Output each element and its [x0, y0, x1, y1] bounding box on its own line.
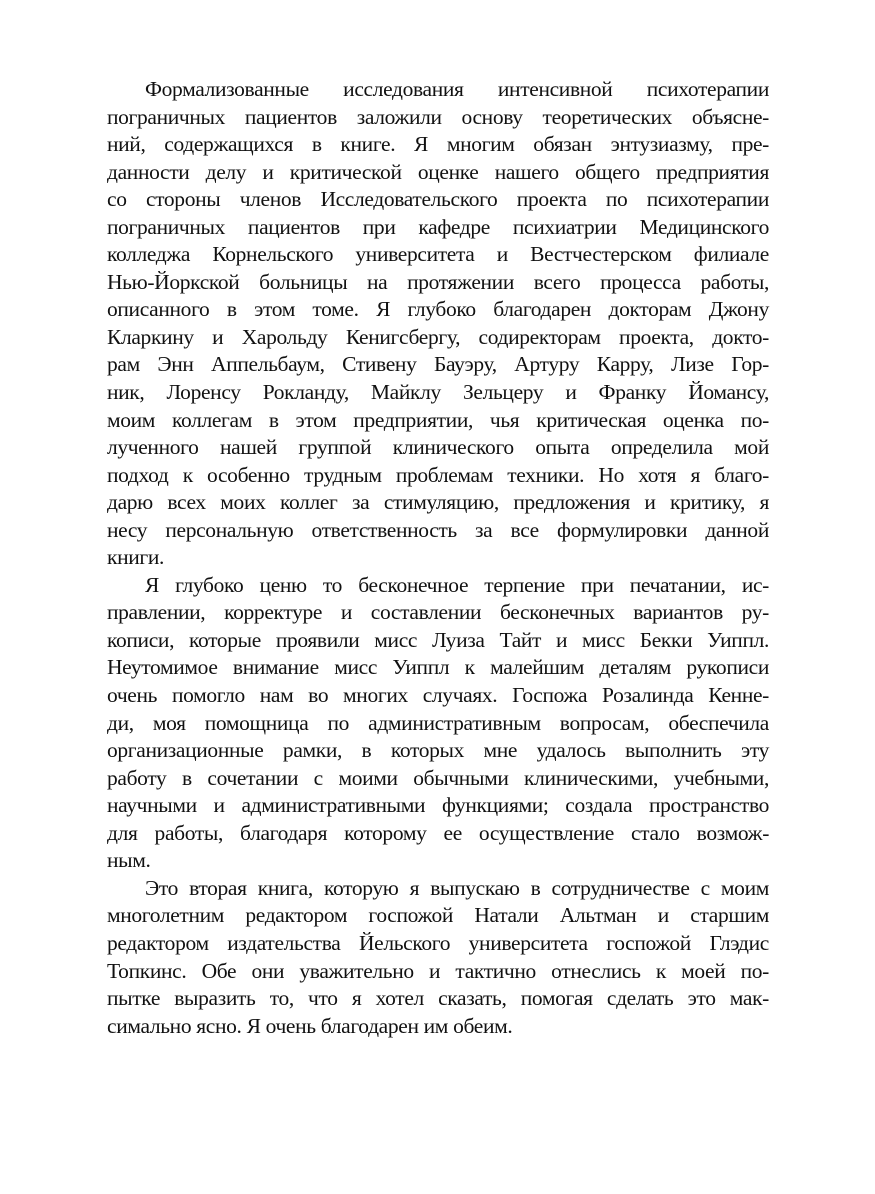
- text-line: Кларкину и Харольду Кенигсбергу, содиректорам проекта, докто-: [107, 324, 769, 349]
- text-line: организационные рамки, в которых мне удалось выполнить эту: [107, 738, 769, 763]
- text-line: Топкинс. Обе они уважительно и тактично отнеслись к моей по-: [107, 958, 769, 983]
- document-body: [107, 76, 769, 1040]
- paragraph: [107, 572, 769, 875]
- text-line: дарю всех моих коллег за стимуляцию, предложения и критику, я: [107, 490, 769, 515]
- text-line: ник, Лоренсу Рокланду, Майклу Зельцеру и Франку Йомансу,: [107, 380, 769, 405]
- text-line: Это вторая книга, которую я выпускаю в сотрудничестве с моим: [145, 875, 769, 900]
- text-line: Я глубоко ценю то бесконечное терпение при печатании, ис-: [145, 572, 769, 597]
- text-line: правлении, корректуре и составлении бесконечных вариантов ру-: [107, 600, 769, 625]
- text-line: очень помогло нам во многих случаях. Госпожа Розалинда Кенне-: [107, 683, 769, 708]
- text-line: пограничных пациентов заложили основу теоретических объясне-: [107, 104, 769, 129]
- text-line: моим коллегам в этом предприятии, чья критическая оценка по-: [107, 407, 769, 432]
- text-line: Формализованные исследования интенсивной психотерапии: [145, 77, 769, 101]
- text-line: ний, содержащихся в книге. Я многим обязан энтузиазму, пре-: [107, 132, 769, 157]
- text-line: лученного нашей группой клинического опыта определила мой: [107, 435, 769, 460]
- text-line: кописи, которые проявили мисс Луиза Тайт и мисс Бекки Уиппл.: [107, 627, 769, 652]
- text-line: ди, моя помощница по административным вопросам, обеспечила: [107, 710, 769, 735]
- text-line: научными и административными функциями; создала пространство: [107, 793, 769, 818]
- text-line: со стороны членов Исследовательского проекта по психотерапии: [107, 187, 769, 212]
- paragraph: [107, 76, 769, 572]
- text-line: симально ясно. Я очень благодарен им обеим.: [107, 1013, 513, 1038]
- text-line: данности делу и критической оценке нашего общего предприятия: [107, 159, 769, 184]
- text-line: Нью-Йоркской больницы на протяжении всего процесса работы,: [107, 269, 769, 294]
- text-line: несу персональную ответственность за все формулировки данной: [107, 517, 769, 542]
- text-line: ным.: [107, 848, 151, 873]
- text-line: описанного в этом томе. Я глубоко благодарен докторам Джону: [107, 297, 769, 322]
- text-line: многолетним редактором госпожой Натали Альтман и старшим: [107, 903, 769, 928]
- text-line: книги.: [107, 545, 165, 570]
- text-line: работу в сочетании с моими обычными клиническими, учебными,: [107, 765, 769, 790]
- text-line: колледжа Корнельского университета и Вестчестерском филиале: [107, 242, 769, 267]
- text-line: пытке выразить то, что я хотел сказать, помогая сделать это мак-: [107, 986, 769, 1011]
- text-line: рам Энн Аппельбаум, Стивену Бауэру, Артуру Карру, Лизе Гор-: [107, 352, 769, 377]
- text-line: редактором издательства Йельского университета госпожой Глэдис: [107, 930, 769, 955]
- text-line: подход к особенно трудным проблемам техники. Но хотя я благо-: [107, 462, 769, 487]
- text-line: пограничных пациентов при кафедре психиатрии Медицинского: [107, 214, 769, 239]
- text-line: Неутомимое внимание мисс Уиппл к малейшим деталям рукописи: [107, 655, 769, 680]
- paragraph: [107, 875, 769, 1040]
- text-line: для работы, благодаря которому ее осуществление стало возмож-: [107, 820, 769, 845]
